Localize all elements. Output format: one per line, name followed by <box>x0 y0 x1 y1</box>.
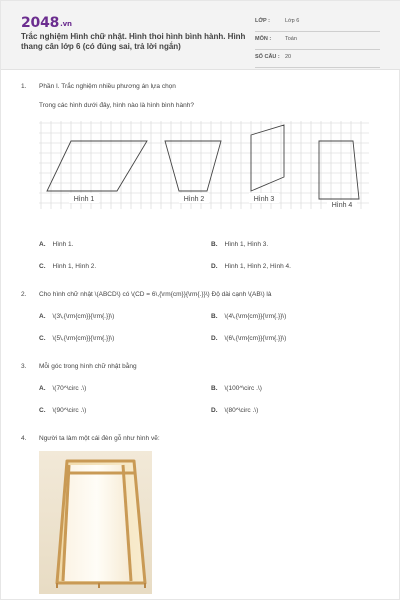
option-text: Hình 1, Hình 2. <box>52 263 97 270</box>
option-text: \(4\,{\rm{cm}}{\rm{.}}\) <box>224 313 287 320</box>
question-subtext: Trong các hình dưới đây, hình nào là hình bình hành? <box>39 102 194 109</box>
option-d[interactable] <box>211 407 258 414</box>
option-letter: A. <box>39 385 46 392</box>
figure-label-3: Hình 3 <box>253 196 275 203</box>
site-logo[interactable] <box>21 15 72 31</box>
option-text: \(90^\circ .\) <box>52 407 87 414</box>
question-text: Phần I. Trắc nghiệm nhiều phương án lựa chọn <box>39 83 176 90</box>
option-a[interactable] <box>39 313 114 320</box>
figure-label-2: Hình 2 <box>183 196 205 203</box>
option-letter: C. <box>39 407 46 414</box>
option-b[interactable] <box>211 385 262 392</box>
question-text: Mỗi góc trong hình chữ nhật bằng <box>39 363 137 370</box>
option-text: Hình 1, Hình 3. <box>224 241 269 248</box>
question-text: Cho hình chữ nhật \(ABCD\) có \(CD = 6\,{\rm{cm}}{\rm{.}}\) Độ dài cạnh \(AB\) là <box>39 291 272 298</box>
meta-value: Lớp 6 <box>285 18 300 24</box>
document-title: Trắc nghiệm Hình chữ nhật. Hình thoi hình bình hành. Hình thang cân lớp 6 (có đúng sai, trả lời ngắn) <box>21 32 246 51</box>
shape-trapezoid-2 <box>165 141 221 191</box>
option-text: \(3\,{\rm{cm}}{\rm{.}}\) <box>52 313 115 320</box>
option-text: \(100^\circ .\) <box>224 385 262 392</box>
option-letter: A. <box>39 241 46 248</box>
meta-value: Toán <box>285 36 297 42</box>
option-d[interactable] <box>211 263 291 270</box>
meta-row-subject <box>255 33 380 50</box>
option-a[interactable] <box>39 241 73 248</box>
option-letter: D. <box>211 335 218 342</box>
wooden-lamp-image <box>39 451 152 594</box>
option-text: \(5\,{\rm{cm}}{\rm{.}}\) <box>52 335 115 342</box>
meta-key: MÔN : <box>255 36 272 42</box>
meta-value: 20 <box>285 54 292 60</box>
shapes-figure <box>39 121 369 209</box>
question-text: Người ta làm một cái đèn gỗ như hình vẽ: <box>39 435 160 442</box>
option-text: \(80^\circ .\) <box>224 407 259 414</box>
option-letter: D. <box>211 263 218 270</box>
option-c[interactable] <box>39 407 86 414</box>
option-a[interactable] <box>39 385 86 392</box>
option-letter: B. <box>211 241 218 248</box>
option-c[interactable] <box>39 263 96 270</box>
document-meta <box>255 15 380 69</box>
option-letter: A. <box>39 313 46 320</box>
option-text: Hình 1. <box>52 241 74 248</box>
option-d[interactable] <box>211 335 286 342</box>
document-header <box>1 1 400 70</box>
option-letter: D. <box>211 407 218 414</box>
shape-trapezoid-4 <box>319 141 359 199</box>
question-number: 1. <box>21 83 27 90</box>
question-number: 2. <box>21 291 27 298</box>
logo-tld: .vn <box>60 20 72 28</box>
shape-parallelogram-1 <box>47 141 147 191</box>
option-c[interactable] <box>39 335 114 342</box>
option-letter: C. <box>39 263 46 270</box>
figure-label-4: Hình 4 <box>331 202 353 209</box>
meta-row-count <box>255 51 380 68</box>
meta-row-class <box>255 15 380 32</box>
meta-key: SỐ CÂU : <box>255 54 280 60</box>
option-text: Hình 1, Hình 2, Hình 4. <box>224 263 291 270</box>
option-letter: C. <box>39 335 46 342</box>
option-b[interactable] <box>211 241 268 248</box>
question-number: 4. <box>21 435 27 442</box>
option-text: \(70^\circ .\) <box>52 385 87 392</box>
meta-key: LỚP : <box>255 18 270 24</box>
option-b[interactable] <box>211 313 286 320</box>
logo-main: 2048 <box>21 15 60 31</box>
option-letter: B. <box>211 313 218 320</box>
option-letter: B. <box>211 385 218 392</box>
shape-parallelogram-3 <box>251 125 284 191</box>
figure-label-1: Hình 1 <box>73 196 95 203</box>
option-text: \(6\,{\rm{cm}}{\rm{.}}\) <box>224 335 287 342</box>
question-number: 3. <box>21 363 27 370</box>
